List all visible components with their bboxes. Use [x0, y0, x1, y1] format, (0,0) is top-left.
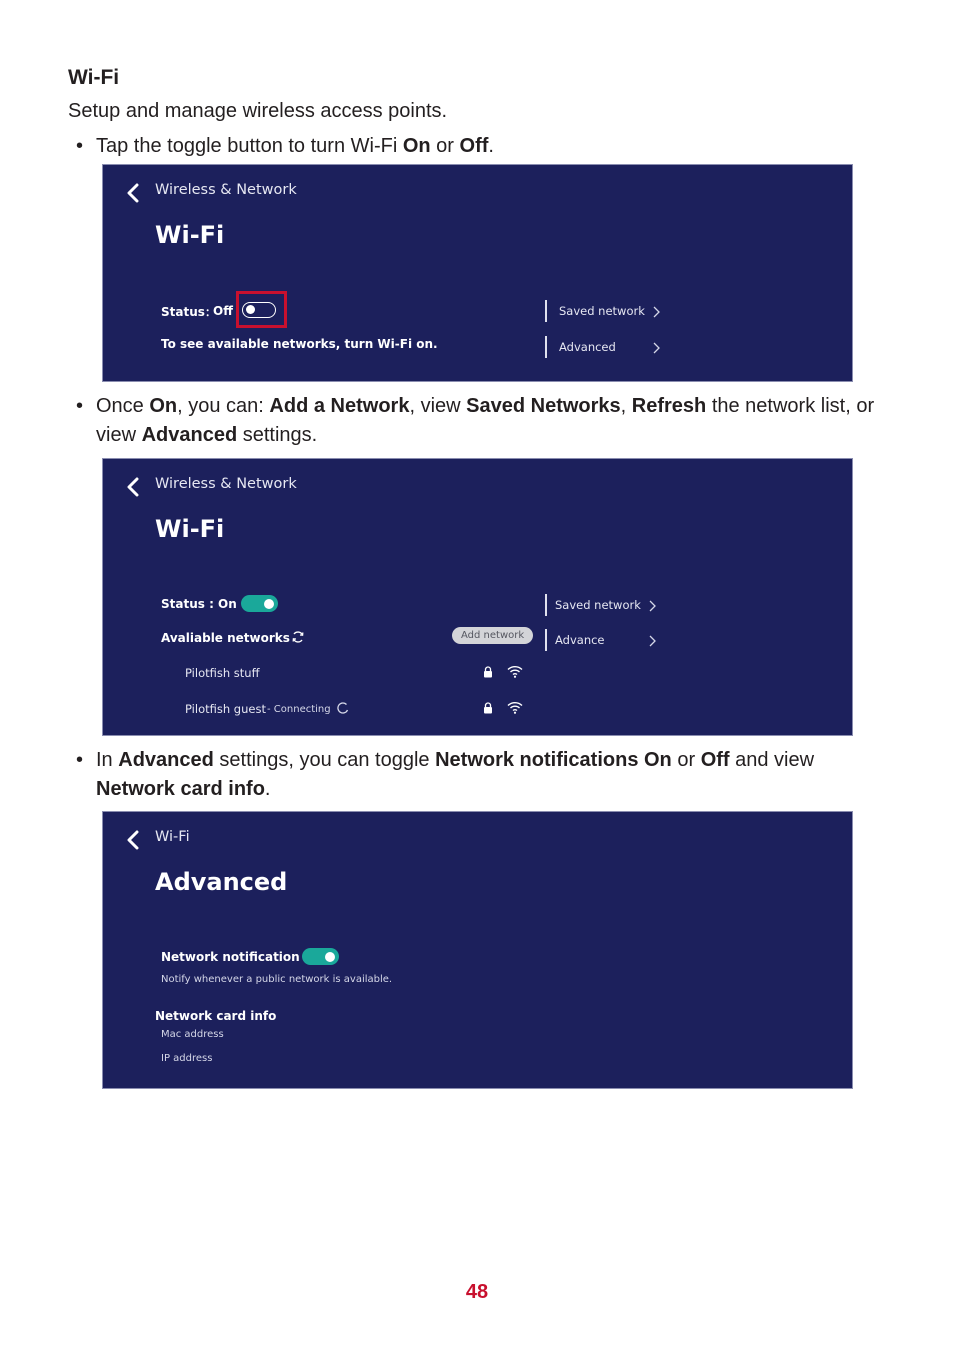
- ip-address-label: IP address: [161, 1053, 213, 1064]
- screen-title: Wi-Fi: [155, 221, 225, 249]
- wifi-icon: [507, 665, 523, 678]
- mac-address-label: Mac address: [161, 1029, 224, 1040]
- chevron-right-icon[interactable]: [648, 600, 656, 612]
- screenshot-advanced: [102, 811, 853, 1089]
- lock-icon: [483, 666, 493, 678]
- advance-link[interactable]: Advance: [555, 633, 605, 647]
- back-arrow-icon[interactable]: [125, 183, 141, 203]
- toggle-knob: [325, 952, 335, 962]
- breadcrumb[interactable]: Wireless & Network: [155, 476, 297, 492]
- loading-spinner-icon: [337, 702, 349, 714]
- bullet-marker: •: [76, 749, 84, 771]
- divider: [545, 594, 547, 616]
- breadcrumb[interactable]: Wireless & Network: [155, 182, 297, 198]
- bullet-toggle-wifi: • Tap the toggle button to turn Wi-Fi On or Off.: [76, 132, 876, 161]
- refresh-icon[interactable]: [291, 630, 305, 644]
- status-label: Status：: [161, 305, 217, 319]
- status-value: Off: [213, 304, 233, 318]
- section-intro: Setup and manage wireless access points.: [68, 100, 448, 122]
- screen-title: Advanced: [155, 868, 288, 896]
- saved-network-link[interactable]: Saved network: [555, 598, 641, 612]
- chevron-right-icon[interactable]: [652, 342, 660, 354]
- notification-description: Notify whenever a public network is available.: [161, 974, 393, 985]
- back-arrow-icon[interactable]: [125, 477, 141, 497]
- bullet-marker: •: [76, 395, 84, 417]
- network-status: - Connecting: [267, 704, 331, 715]
- network-row[interactable]: [185, 659, 545, 687]
- available-networks-label: Avaliable networks: [161, 631, 290, 645]
- toggle-knob: [264, 599, 274, 609]
- network-row[interactable]: [185, 695, 545, 723]
- divider: [545, 629, 547, 651]
- advanced-link[interactable]: Advanced: [559, 340, 616, 354]
- chevron-right-icon[interactable]: [648, 635, 656, 647]
- lock-icon: [483, 702, 493, 714]
- wifi-toggle[interactable]: [241, 595, 278, 612]
- status-label: Status : On: [161, 597, 237, 611]
- network-card-info-heading: Network card info: [155, 1009, 277, 1023]
- screenshot-wifi-off: [102, 164, 853, 382]
- screenshot-wifi-on: [102, 458, 853, 736]
- breadcrumb[interactable]: Wi-Fi: [155, 829, 190, 845]
- divider: [545, 336, 547, 358]
- add-network-button[interactable]: Add network: [452, 627, 533, 644]
- highlight-box: [236, 291, 287, 328]
- network-name: Pilotfish stuff: [185, 666, 260, 680]
- divider: [545, 300, 547, 322]
- wifi-off-message: To see available networks, turn Wi-Fi on.: [161, 337, 438, 351]
- section-title: Wi-Fi: [68, 66, 120, 89]
- network-name: Pilotfish guest: [185, 702, 266, 716]
- page-number: 48: [465, 1281, 489, 1303]
- chevron-right-icon[interactable]: [652, 306, 660, 318]
- saved-network-link[interactable]: Saved network: [559, 304, 645, 318]
- bullet-marker: •: [76, 135, 84, 157]
- back-arrow-icon[interactable]: [125, 830, 141, 850]
- bullet-advanced: • In Advanced settings, you can toggle Network notifications On or Off and view Network card info.: [76, 746, 876, 804]
- network-notification-toggle[interactable]: [302, 948, 339, 965]
- network-notification-label: Network notification: [161, 950, 300, 964]
- bullet-once-on: • Once On, you can: Add a Network, view Saved Networks, Refresh the network list, or view Advanced settings.: [76, 392, 876, 450]
- wifi-icon: [507, 701, 523, 714]
- screen-title: Wi-Fi: [155, 515, 225, 543]
